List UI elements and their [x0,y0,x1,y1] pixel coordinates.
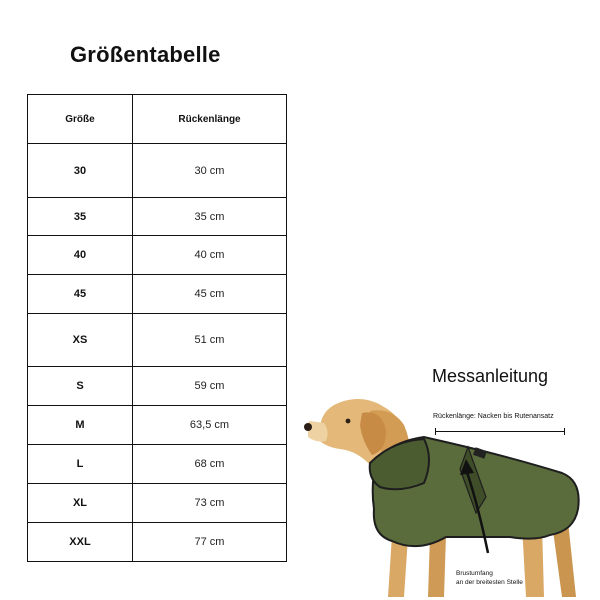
column-header-back-length: Rückenlänge [133,95,287,144]
table-row [28,275,287,314]
column-header-size: Größe [28,95,133,144]
length-cell: 73 cm [133,484,287,523]
size-table [27,94,287,562]
length-cell: 35 cm [133,198,287,236]
length-cell: 40 cm [133,236,287,275]
table-row [28,236,287,275]
table-row [28,144,287,198]
table-row [28,484,287,523]
chest-circumference-label [456,569,523,587]
page-title: Größentabelle [70,42,221,67]
back-length-label: Rückenlänge: Nacken bis Rutenansatz [433,413,554,420]
chest-label-line2: an der breitesten Stelle [456,579,523,586]
length-cell: 77 cm [133,523,287,562]
table-row [28,198,287,236]
table-row [28,367,287,406]
length-cell: 45 cm [133,275,287,314]
size-cell: XXL [28,523,133,562]
size-cell: L [28,445,133,484]
table-row [28,406,287,445]
measurement-guide-title: Messanleitung [432,366,549,386]
length-cell: 59 cm [133,367,287,406]
size-cell: 45 [28,275,133,314]
table-row [28,445,287,484]
dog-in-coat-illustration [300,385,590,600]
length-cell: 30 cm [133,144,287,198]
size-cell: 35 [28,198,133,236]
size-cell: S [28,367,133,406]
size-cell: 40 [28,236,133,275]
size-cell: XL [28,484,133,523]
size-cell: 30 [28,144,133,198]
size-cell: XS [28,314,133,367]
table-row [28,523,287,562]
size-cell: M [28,406,133,445]
table-header-row [28,95,287,144]
length-cell: 51 cm [133,314,287,367]
table-row [28,314,287,367]
length-cell: 63,5 cm [133,406,287,445]
chest-label-line1: Brustumfang [456,570,493,577]
length-cell: 68 cm [133,445,287,484]
